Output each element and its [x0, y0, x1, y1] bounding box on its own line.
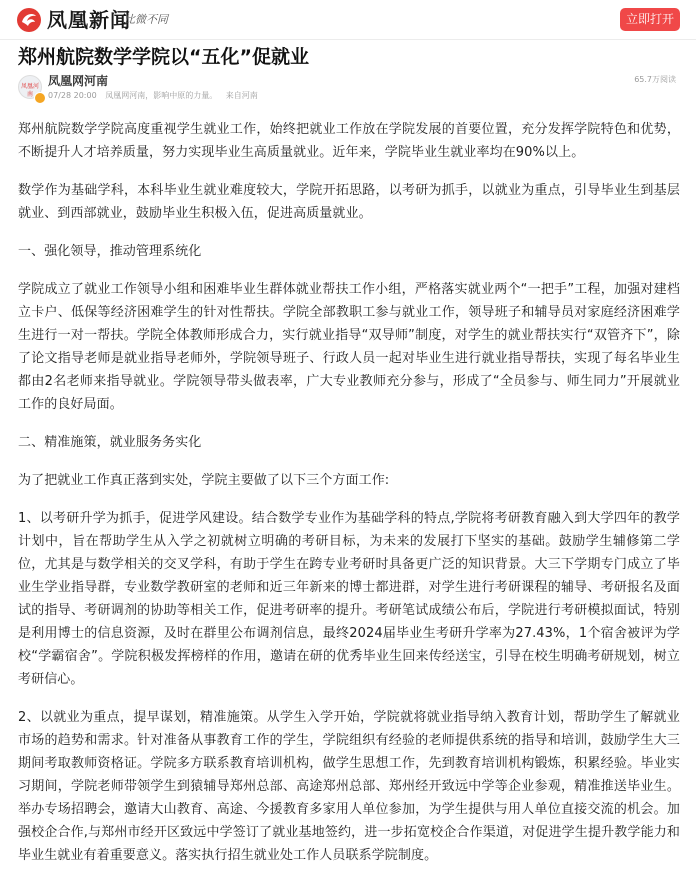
author-name[interactable]: 凤凰网河南 — [48, 74, 109, 88]
app-header — [0, 0, 696, 40]
brand-name: 凤凰新闻 — [47, 8, 131, 32]
author-description: 凤凰网河南，影响中原的力量。 — [105, 91, 218, 100]
section-heading: 一、强化领导，推动管理系统化 — [18, 244, 202, 259]
view-count: 65.7万阅读 — [634, 75, 676, 84]
paragraph: 1、以考研升学为抓手，促进学风建设。结合数学专业作为基础学科的特点,学院将考研教育融入到大学四年的教学计划中，旨在帮助学生从入学之初就树立明确的考研目标，为未来的发展打下坚实的基础。鼓励学生辅修第二学位，尤其是与数学相关的交叉学科，有助于学生在跨专业考研时具备更广泛的知识背景。大三下学期专门成立了毕业生学业指导群，专业数学教研室的老师和近三年新来的博士都进群，对学生进行考研课程的辅导、考研报名及面试的指导、考研调剂的协助等相关工作，促进考研率的提升。考研笔试成绩公布后，学院进行考研模拟面试，特别是利用博士的信息资源，及时在群里公布调剂信息，最终2024届毕业生考研升学率为27.43%，1个宿舍被评为学校“学霸宿舍”。学院积极发挥榜样的作用，邀请在研的优秀毕业生回来传经送宝，引导在校生明确考研规划，树立考研信心。 — [18, 511, 680, 687]
paragraph: 为了把就业工作真正落到实处，学院主要做了以下三个方面工作: — [18, 473, 390, 488]
open-app-button[interactable]: 立即打开 — [620, 8, 680, 31]
paragraph: 2、以就业为重点，提早谋划，精准施策。从学生入学开始，学院就将就业指导纳入教育计划，帮助学生了解就业市场的趋势和需求。针对准备从事教育工作的学生，学院组织有经验的老师提供系统的指导和培训，鼓励学生大三期间考取教师资格证。学院多方联系教育培训机构，做学生思想工作，先到教育培训机构锻炼，积累经验。毕业实习期间，学院老师带领学生到猿辅导郑州总部、高途郑州总部、郑州经开致远中学等企业参观，精准推送毕业生。举办专场招聘会，邀请大山教育、高途、今援教育多家用人单位参加，为学生提供与用人单位直接交流的机会。加强校企合作,与郑州市经开区致远中学签订了就业基地签约，进一步拓宽校企合作渠道，对促进学生提升教学能力和毕业生就业有着重要意义。落实执行招生就业处工作人员联系学院制度。 — [18, 710, 680, 863]
verified-badge-icon — [34, 92, 46, 104]
avatar-label: 凤凰河南 — [20, 83, 39, 98]
paragraph: 郑州航院数学学院高度重视学生就业工作，始终把就业工作放在学院发展的首要位置，充分发挥学院特色和优势，不断提升人才培养质量，努力实现毕业生高质量就业。近年来，学院毕业生就业率均在90%以上。 — [18, 122, 680, 160]
publish-datetime: 07/28 20:00 — [48, 91, 97, 100]
article-meta — [48, 91, 264, 101]
phoenix-logo-icon — [16, 7, 42, 33]
paragraph: 学院成立了就业工作领导小组和困难毕业生群体就业帮扶工作小组，严格落实就业两个“一把手”工程，加强对建档立卡户、低保等经济困难学生的针对性帮扶。学院全部教职工参与就业工作，领导班子和辅导员对家庭经济困难学生进行一对一帮扶。学院全体教师形成合力，实行就业指导“双导师”制度，对学生的就业帮扶实行“双管齐下”，除了论文指导老师是就业指导老师外，学院领导班子、行政人员一起对毕业生进行就业指导帮扶，实现了每名毕业生都由2名老师来指导就业。学院领导带头做表率，广大专业教师充分参与，形成了“全员参与、师生同力”开展就业工作的良好局面。 — [18, 282, 680, 412]
author-location: 来自河南 — [225, 91, 258, 100]
article-body — [18, 118, 680, 882]
paragraph: 数学作为基础学科，本科毕业生就业难度较大，学院开拓思路，以考研为抓手，以就业为重点，引导毕业生到基层就业、到西部就业，鼓励毕业生积极入伍，促进高质量就业。 — [18, 183, 680, 221]
section-heading: 二、精准施策，就业服务务实化 — [18, 435, 202, 450]
article-title: 郑州航院数学学院以“五化”促就业 — [18, 46, 309, 68]
brand-slogan: 比微不同 — [124, 13, 168, 26]
